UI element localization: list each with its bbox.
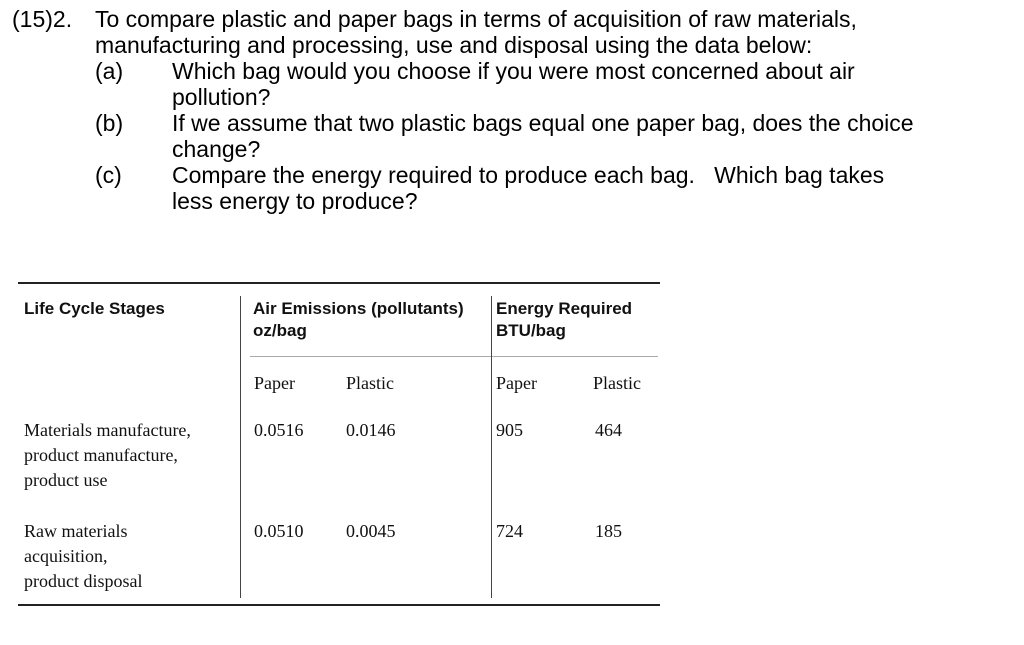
part-text-line: pollution? — [172, 84, 271, 110]
header-life-cycle-stages: Life Cycle Stages — [24, 299, 165, 318]
table-row-stage — [24, 519, 143, 594]
header-energy-required-unit: BTU/bag — [496, 321, 566, 340]
stage-line: acquisition, — [24, 546, 108, 566]
part-label: (a) — [95, 58, 124, 84]
cell-air-paper: 0.0510 — [254, 521, 304, 541]
header-air-emissions-unit: oz/bag — [253, 321, 307, 340]
table-bottom-rule — [18, 604, 660, 606]
header-energy-required-line: Energy Required — [496, 299, 633, 318]
cell-energy-plastic: 464 — [595, 420, 622, 440]
cell-energy-paper: 724 — [496, 521, 523, 541]
part-text-line: Which bag would you choose if you were most concerned about air — [172, 58, 855, 84]
question-part-c — [12, 162, 1018, 214]
header-air-emissions — [253, 298, 464, 342]
subheader-energy-paper: Paper — [496, 373, 537, 393]
cell-air-plastic: 0.0045 — [346, 521, 396, 541]
cell-energy-plastic: 185 — [595, 521, 622, 541]
stage-line: product disposal — [24, 571, 143, 591]
part-text-line: less energy to produce? — [172, 188, 418, 214]
subheader-energy-plastic: Plastic — [593, 373, 641, 393]
question-stem-line: manufacturing and processing, use and disposal using the data below: — [95, 32, 813, 58]
header-air-emissions-line: Air Emissions (pollutants) — [253, 299, 464, 318]
cell-energy-paper: 905 — [496, 420, 523, 440]
part-text-line: change? — [172, 136, 261, 162]
stage-line: Raw materials — [24, 521, 128, 541]
subheader-air-paper: Paper — [254, 373, 295, 393]
question-part-a — [12, 58, 1018, 110]
cell-air-plastic: 0.0146 — [346, 420, 396, 440]
part-label: (b) — [95, 110, 124, 136]
stage-line: Materials manufacture, — [24, 420, 191, 440]
life-cycle-table — [18, 282, 660, 607]
question-part-b — [12, 110, 1018, 162]
cell-air-paper: 0.0516 — [254, 420, 304, 440]
question-stem — [12, 6, 1018, 58]
header-energy-required — [496, 298, 632, 342]
column-divider — [240, 296, 241, 598]
subheader-air-plastic: Plastic — [346, 373, 394, 393]
table-top-rule — [18, 282, 660, 284]
stage-line: product manufacture, — [24, 445, 178, 465]
question-number: (15)2. — [12, 6, 73, 32]
stage-line: product use — [24, 470, 108, 490]
table-header-divider — [250, 356, 658, 357]
part-label: (c) — [95, 162, 122, 188]
part-text-line: If we assume that two plastic bags equal one paper bag, does the choice — [172, 110, 914, 136]
column-divider — [491, 296, 492, 598]
question-block — [12, 6, 1018, 214]
part-text-line: Compare the energy required to produce each bag. Which bag takes — [172, 162, 885, 188]
table-row-stage — [24, 418, 191, 493]
question-stem-line: To compare plastic and paper bags in terms of acquisition of raw materials, — [95, 6, 857, 32]
